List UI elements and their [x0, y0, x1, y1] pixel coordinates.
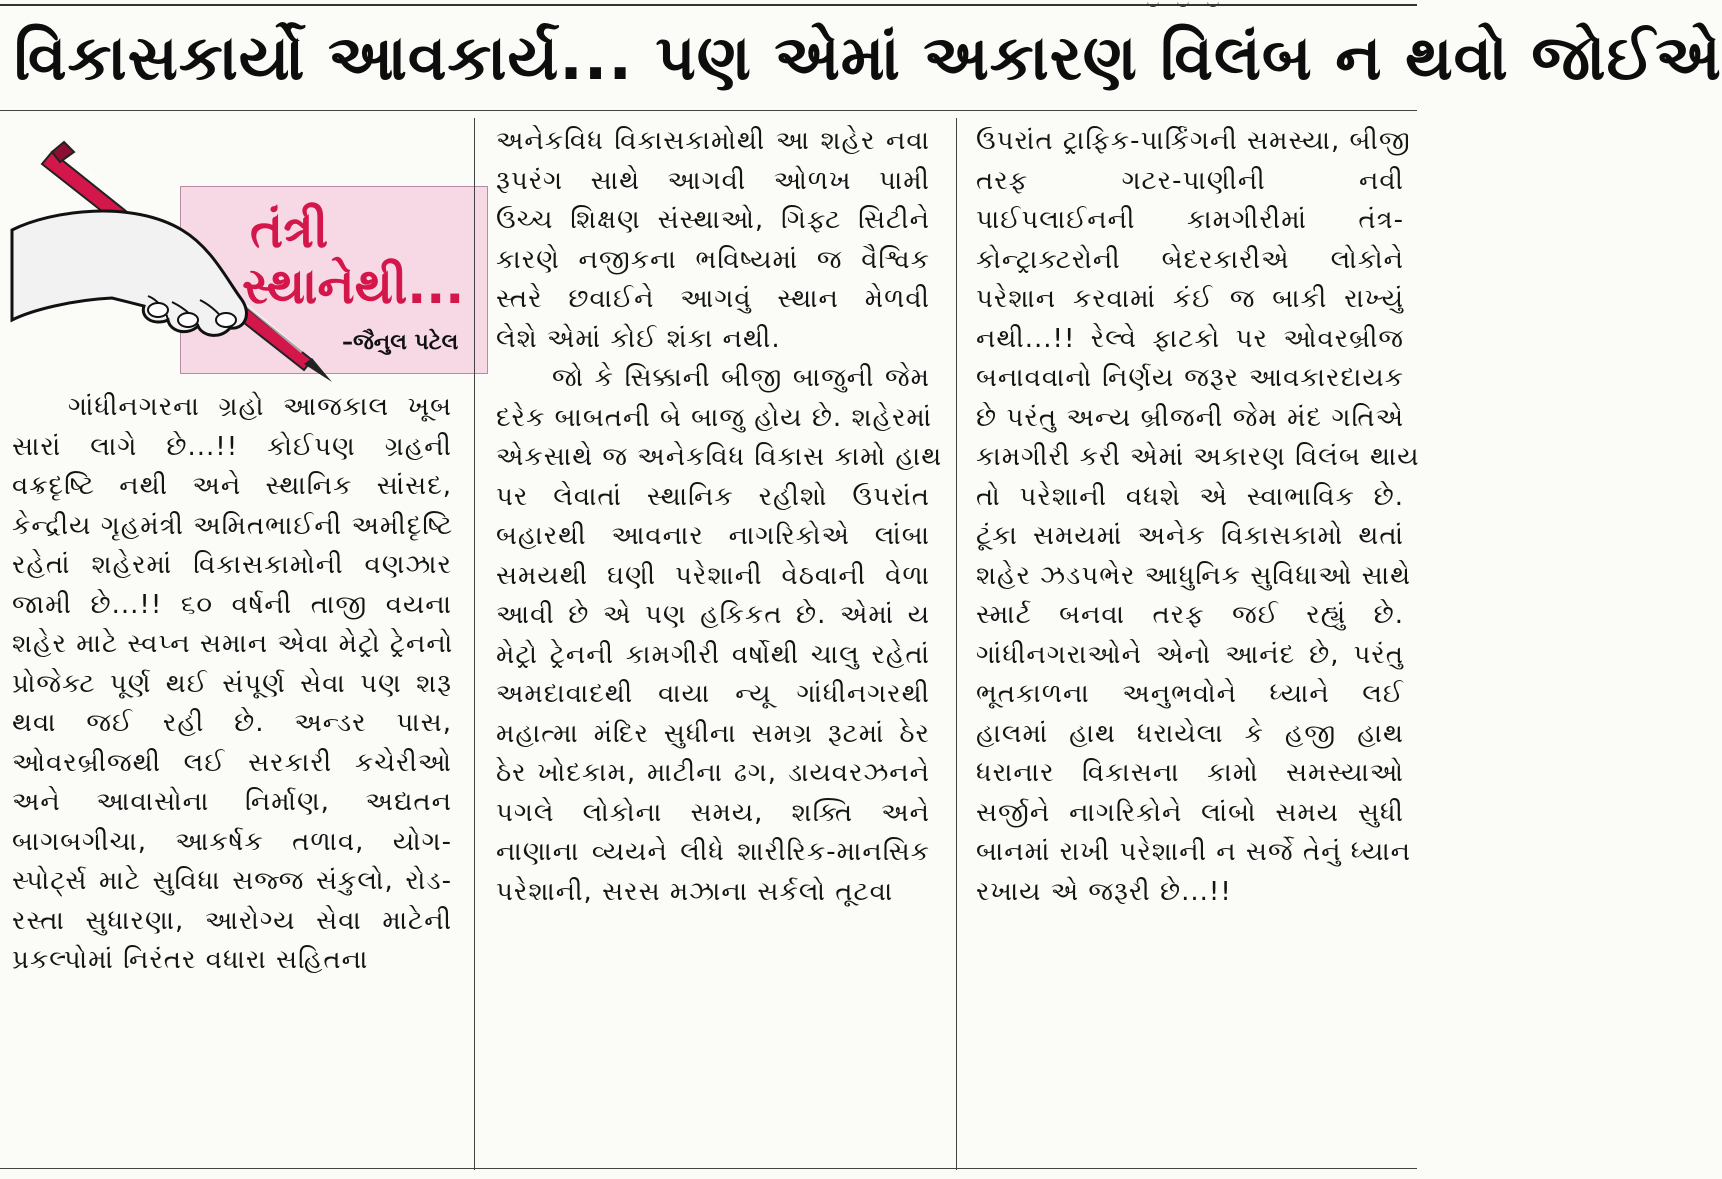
text-line: બાગબગીચા, આકર્ષક તળાવ, યોગ-	[12, 826, 452, 857]
text-line: આવી છે એ પણ હકિકત છે. એમાં ય	[496, 600, 930, 630]
text-line: લેશે એમાં કોઈ શંકા નથી.	[496, 323, 781, 354]
text-line: સમયથી ઘણી પરેશાની વેઠવાની વેળા	[496, 560, 930, 591]
text-line: ધરાનાર વિકાસના કામો સમસ્યાઓ	[976, 758, 1404, 788]
text-line: તો પરેશાની વધશે એ સ્વાભાવિક છે.	[976, 481, 1404, 512]
text-line: કેન્દ્રીય ગૃહમંત્રી અમિતભાઈની અમીદૃષ્ટિ	[12, 510, 454, 541]
text-line: છે પરંતુ અન્ય બ્રીજની જેમ મંદ ગતિએ	[976, 402, 1404, 433]
text-line: અનેકવિધ વિકાસકામોથી આ શહેર નવા	[496, 126, 930, 156]
text-line: મેટ્રો ટ્રેનની કામગીરી વર્ષોથી ચાલુ રહેતાં	[496, 639, 930, 670]
text-line: મહાત્મા મંદિર સુધીના સમગ્ર રૂટમાં ઠેર	[496, 718, 930, 749]
text-line: એકસાથે જ અનેકવિધ વિકાસ કામો હાથ	[496, 442, 943, 472]
text-line: ભૂતકાળના અનુભવોને ધ્યાને લઈ	[976, 679, 1404, 709]
text-line: સ્તરે છવાઈને આગવું સ્થાન મેળવી	[496, 284, 930, 314]
article-column-2	[496, 122, 943, 912]
text-line: ઉચ્ચ શિક્ષણ સંસ્થાઓ, ગિફ્ટ સિટીને	[496, 205, 930, 235]
text-line: દરેક બાબતની બે બાજુ હોય છે. શહેરમાં	[496, 402, 933, 433]
text-line: તરફ ગટર-પાણીની નવી	[976, 165, 1404, 196]
logo-title-line1: તંત્રી	[250, 201, 329, 259]
article-column-3	[976, 122, 1420, 912]
text-line: શહેર ઝડપભેર આધુનિક સુવિધાઓ સાથે	[976, 560, 1412, 591]
text-line: સ્પોર્ટ્સ માટે સુવિધા સજ્જ સંકુલો, રોડ-	[12, 866, 452, 896]
text-line: થવા જઈ રહી છે. અન્ડર પાસ,	[12, 708, 452, 738]
text-line: બહારથી આવનાર નાગરિકોએ લાંબા	[496, 521, 930, 551]
logo-author: –જૈનુલ પટેલ	[342, 330, 459, 355]
text-line: બનાવવાનો નિર્ણય જરૂર આવકારદાયક	[976, 363, 1404, 393]
text-line: ઠેર ખોદકામ, માટીના ઢગ, ડાયવરઝનને	[496, 758, 930, 788]
text-line: ટૂંકા સમયમાં અનેક વિકાસકામો થતાં	[976, 521, 1404, 551]
text-line: પરેશાની, સરસ મઝાના સર્કલો તૂટવા	[496, 876, 894, 907]
text-line: સારાં લાગે છે...!! કોઈપણ ગ્રહની	[12, 431, 452, 462]
text-line: રૂપરંગ સાથે આગવી ઓળખ પામી	[496, 165, 930, 196]
text-line: ઓવરબ્રીજથી લઈ સરકારી કચેરીઓ	[12, 747, 452, 778]
editorial-logo	[12, 130, 492, 380]
text-line: હાલમાં હાથ ધરાયેલા કે હજી હાથ	[976, 718, 1404, 749]
text-line: પ્રકલ્પોમાં નિરંતર વધારા સહિતના	[12, 945, 369, 975]
text-line: રખાય એ જરૂરી છે...!!	[976, 876, 1232, 907]
text-line: રસ્તા સુધારણા, આરોગ્ય સેવા માટેની	[12, 905, 452, 936]
text-line: કોન્ટ્રાક્ટરોની બેદરકારીએ લોકોને	[976, 244, 1404, 275]
text-line: પર લેવાતાં સ્થાનિક રહીશો ઉપરાંત	[496, 481, 930, 512]
text-line: નાણાના વ્યયને લીધે શારીરિક-માનસિક	[496, 837, 930, 867]
text-line: ગાંધીનગરાઓને એનો આનંદ છે, પરંતુ	[976, 639, 1404, 670]
logo-title-line2: સ્થાનેથી...	[242, 257, 465, 315]
text-line: નથી...!! રેલ્વે ફાટકો પર ઓવરબ્રીજ	[976, 323, 1404, 354]
text-line: બાનમાં રાખી પરેશાની ન સર્જે તેનું ધ્યાન	[976, 837, 1412, 867]
text-line: સ્માર્ટ બનવા તરફ જઈ રહ્યું છે.	[976, 600, 1404, 630]
column-divider	[956, 118, 957, 1170]
article-column-1	[12, 388, 452, 981]
headline-rule	[0, 110, 1417, 111]
text-line: ઉપરાંત ટ્રાફિક-પાર્કિંગની સમસ્યા, બીજી	[976, 126, 1411, 156]
text-line: પગલે લોકોના સમય, શક્તિ અને	[496, 797, 930, 828]
text-line: જામી છે...!! ૬૦ વર્ષની તાજી વયના	[12, 589, 452, 620]
text-line: સર્જીને નાગરિકોને લાંબો સમય સુધી	[976, 797, 1404, 828]
text-line: ગાંધીનગરના ગ્રહો આજકાલ ખૂબ	[68, 392, 452, 422]
text-line: કામગીરી કરી એમાં અકારણ વિલંબ થાય	[976, 442, 1420, 472]
text-line: કારણે નજીકના ભવિષ્યમાં જ વૈશ્વિક	[496, 244, 930, 275]
text-line: જો કે સિક્કાની બીજી બાજુની જેમ	[552, 363, 930, 393]
text-line: શહેર માટે સ્વપ્ન સમાન એવા મેટ્રો ટ્રેનનો	[12, 629, 454, 659]
text-line: પાઈપલાઈનની કામગીરીમાં તંત્ર-	[976, 205, 1404, 235]
text-line: અને આવાસોના નિર્માણ, અદ્યતન	[12, 787, 452, 817]
top-edge-marks	[1147, 0, 1237, 6]
headline: વિકાસકાર્યો આવકાર્ય... પણ એમાં અકારણ વિલંબ ન થવો જોઈએ	[14, 21, 1722, 94]
text-line: પરેશાન કરવામાં કંઈ જ બાકી રાખ્યું	[976, 284, 1404, 314]
text-line: વક્રદૃષ્ટિ નથી અને સ્થાનિક સાંસદ,	[12, 471, 452, 501]
column-divider	[474, 118, 475, 1170]
text-line: રહેતાં શહેરમાં વિકાસકામોની વણઝાર	[12, 550, 452, 580]
text-line: પ્રોજેક્ટ પૂર્ણ થઈ સંપૂર્ણ સેવા પણ શરૂ	[12, 668, 452, 699]
bottom-rule	[0, 1168, 1417, 1169]
text-line: અમદાવાદથી વાયા ન્યૂ ગાંધીનગરથી	[496, 679, 930, 709]
